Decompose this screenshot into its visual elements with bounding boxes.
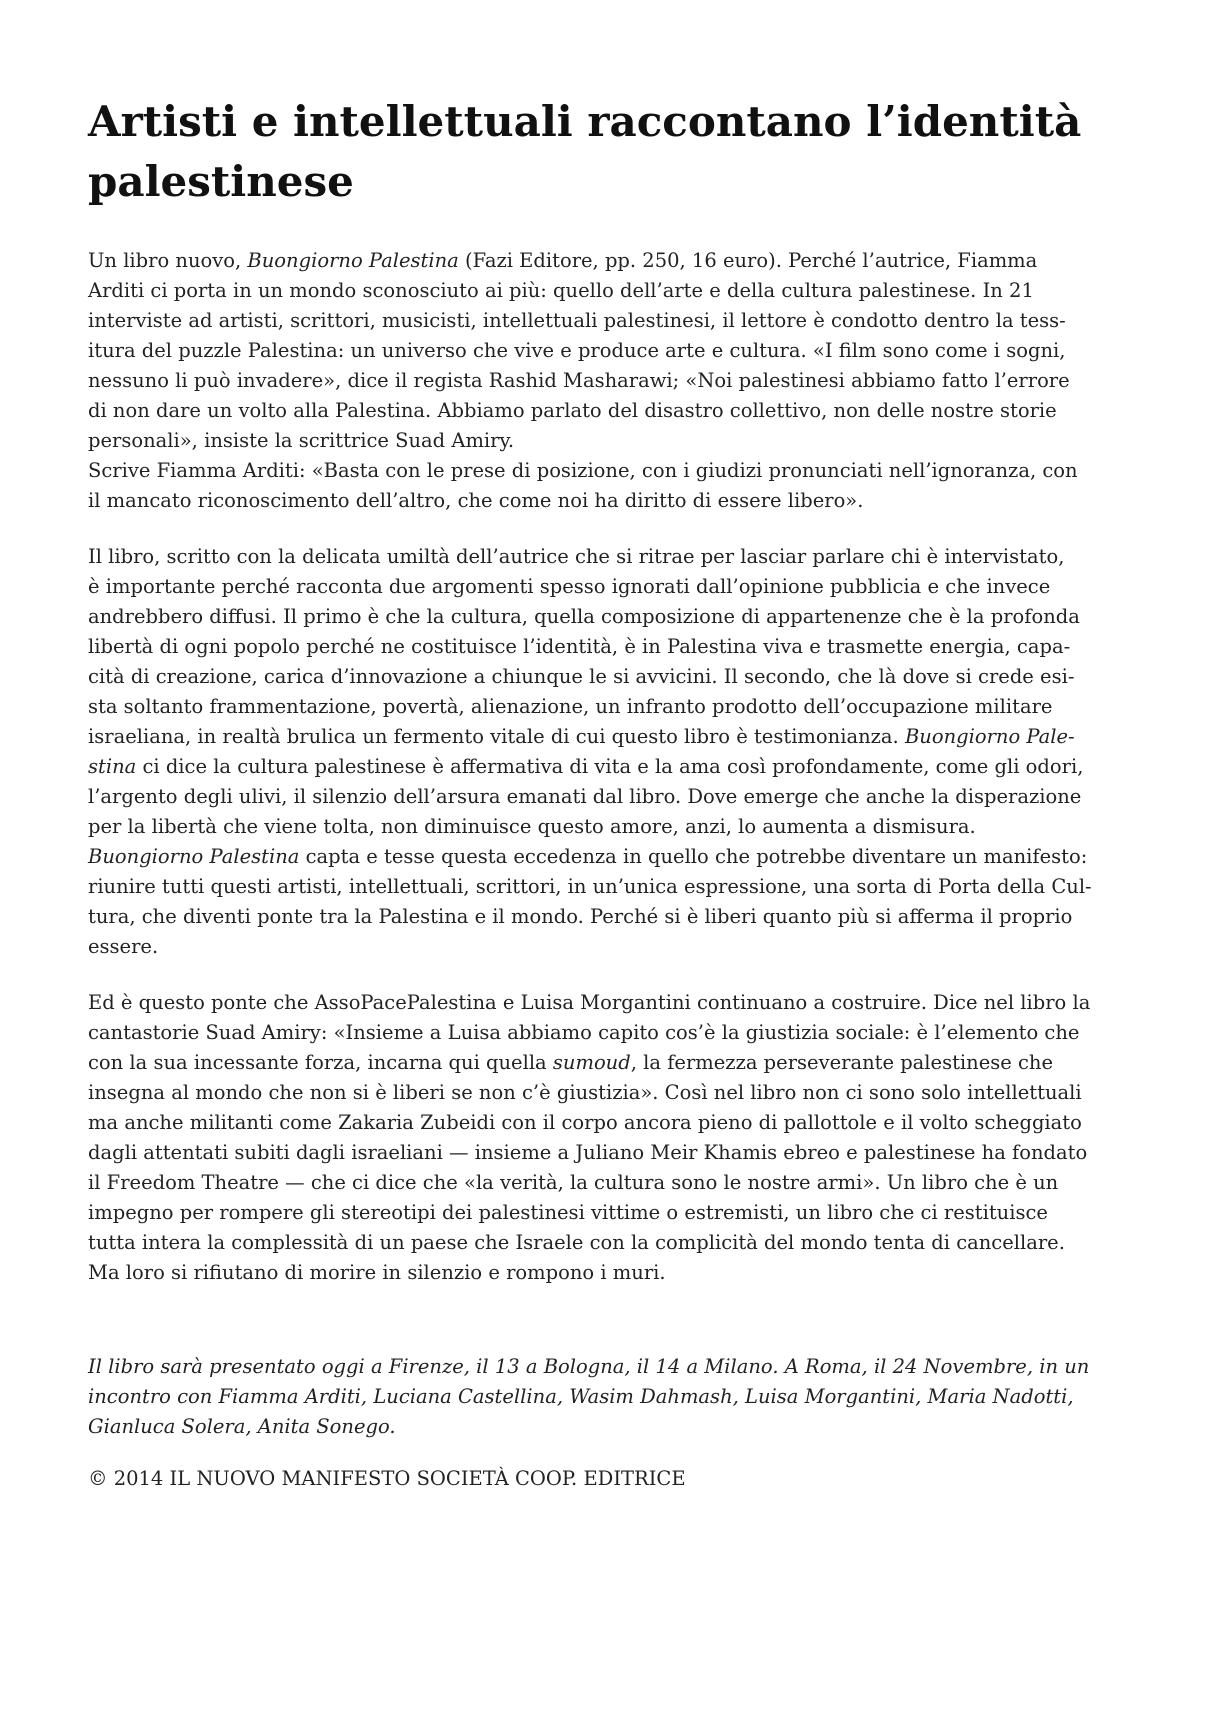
text-line: dagli attentati subiti dagli israeliani — insieme a Juliano Meir Khamis ebreo e palestinese ha fondato [88,1141,1088,1164]
text-line: ma anche militanti come Zakaria Zubeidi con il corpo ancora pieno di pallottole e il volto scheggiato [88,1111,1082,1134]
text-line: interviste ad artisti, scrittori, musicisti, intellettuali palestinesi, il lettore è condotto dentro la tess- [88,309,1066,332]
text-line: cità di creazione, carica d’innovazione a chiunque le si avvicini. Il secondo, che là dove si crede esi- [88,665,1075,688]
text-line: riunire tutti questi artisti, intellettuali, scrittori, in un’unica espressione, una sorta di Porta della Cul- [88,875,1092,898]
article-paragraph-1 [88,246,1150,516]
article-paragraph-3 [88,988,1150,1288]
text-line: incontro con Fiamma Arditi, Luciana Castellina, Wasim Dahmash, Luisa Morgantini, Maria Nadotti, [88,1385,1074,1408]
text-line: Ed è questo ponte che AssoPacePalestina e Luisa Morgantini continuano a costruire. Dice nel libro la [88,991,1091,1014]
text-line: per la libertà che viene tolta, non diminuisce questo amore, anzi, lo aumenta a dismisura. [88,815,976,838]
text-line [88,1048,1150,1078]
text-line: libertà di ogni popolo perché ne costituisce l’identità, è in Palestina viva e trasmette energia, capa- [88,635,1071,658]
text-line [88,246,1150,276]
text-line: Ma loro si rifiutano di morire in silenzio e rompono i muri. [88,1261,666,1284]
text-line: personali», insiste la scrittrice Suad Amiry. [88,429,515,452]
text-line: il Freedom Theatre — che ci dice che «la verità, la cultura sono le nostre armi». Un libro che è un [88,1171,1059,1194]
text-line: tutta intera la complessità di un paese che Israele con la complicità del mondo tenta di cancellare. [88,1231,1065,1254]
text-line: insegna al mondo che non si è liberi se non c’è giustizia». Così nel libro non ci sono solo intellettuali [88,1081,1082,1104]
copyright-notice: © 2014 IL NUOVO MANIFESTO SOCIETÀ COOP. EDITRICE [88,1467,686,1490]
text-line: Scrive Fiamma Arditi: «Basta con le prese di posizione, con i giudizi pronunciati nell’ignoranza, con [88,459,1078,482]
text-line: essere. [88,935,159,958]
book-title-italic: stina [88,755,137,778]
article-title: Artisti e intellettuali raccontano l’identità palestinese [88,97,1082,206]
article-page [88,92,1150,1494]
book-title-italic: Buongiorno Palestina [247,249,459,272]
text-line: sta soltanto frammentazione, povertà, alienazione, un infranto prodotto dell’occupazione militare [88,695,1053,718]
italic-term: sumoud [552,1051,631,1074]
text-run: ci dice la cultura palestinese è affermativa di vita e la ama così profondamente, come gli odori, [136,755,1084,778]
text-line: itura del puzzle Palestina: un universo che vive e produce arte e cultura. «I film sono come i sogni, [88,339,1066,362]
text-line: Gianluca Solera, Anita Sonego. [88,1415,396,1438]
text-line: andrebbero diffusi. Il primo è che la cultura, quella composizione di appartenenze che è la profonda [88,605,1080,628]
article-paragraph-2 [88,542,1150,962]
text-line: cantastorie Suad Amiry: «Insieme a Luisa abbiamo capito cos’è la giustizia sociale: è l’elemento che [88,1021,1080,1044]
text-line [88,842,1150,872]
text-line: Il libro sarà presentato oggi a Firenze, il 13 a Bologna, il 14 a Milano. A Roma, il 24 Novembre, in un [88,1355,1090,1378]
text-line: impegno per rompere gli stereotipi dei palestinesi vittime o estremisti, un libro che ci restituisce [88,1201,1048,1224]
book-title-italic: Buongiorno Palestina [88,845,300,868]
text-line: nessuno li può invadere», dice il regista Rashid Masharawi; «Noi palestinesi abbiamo fatto l’errore [88,369,1070,392]
text-line: di non dare un volto alla Palestina. Abbiamo parlato del disastro collettivo, non delle nostre storie [88,399,1057,422]
text-run: , la fermezza perseverante palestinese che [630,1051,1054,1074]
text-line [88,752,1150,782]
text-line: tura, che diventi ponte tra la Palestina e il mondo. Perché si è liberi quanto più si afferma il proprio [88,905,1073,928]
text-line: è importante perché racconta due argomenti spesso ignorati dall’opinione pubblicia e che invece [88,575,1051,598]
presentation-note [88,1352,1150,1442]
text-run: capta e tesse questa eccedenza in quello che potrebbe diventare un manifesto: [299,845,1088,868]
text-run: (Fazi Editore, pp. 250, 16 euro). Perché l’autrice, Fiamma [458,249,1038,272]
text-run: Un libro nuovo, [88,249,248,272]
book-title-italic: Buongiorno Pale- [904,725,1075,748]
text-run: israeliana, in realtà brulica un fermento vitale di cui questo libro è testimonianza. [88,725,905,748]
text-line: il mancato riconoscimento dell’altro, che come noi ha diritto di essere libero». [88,489,864,512]
text-line: Arditi ci porta in un mondo sconosciuto ai più: quello dell’arte e della cultura palestinese. In 21 [88,279,1034,302]
text-run: con la sua incessante forza, incarna qui quella [88,1051,553,1074]
text-line [88,722,1150,752]
text-line: Il libro, scritto con la delicata umiltà dell’autrice che si ritrae per lasciar parlare chi è intervistato, [88,545,1065,568]
text-line: l’argento degli ulivi, il silenzio dell’arsura emanati dal libro. Dove emerge che anche la disperazione [88,785,1082,808]
